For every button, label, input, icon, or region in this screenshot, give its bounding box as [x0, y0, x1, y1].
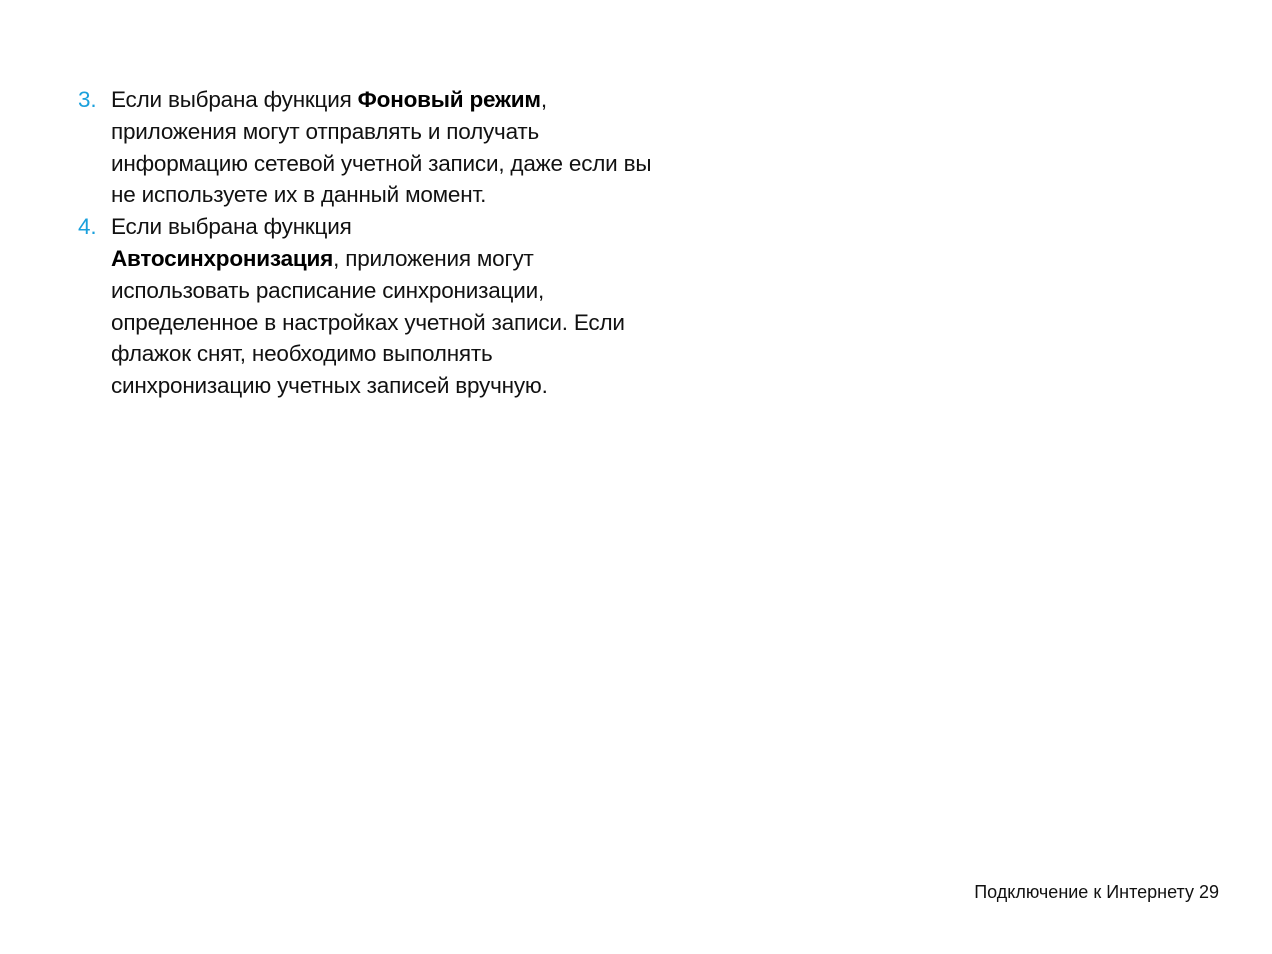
- step-number: 3.: [78, 87, 97, 112]
- step-text-description: , приложения могут отправлять и получать информацию сетевой учетной записи, даже если вы не используете их в данный момент.: [111, 87, 652, 208]
- option-name-auto-sync: Автосинхронизация: [111, 245, 334, 271]
- page-footer: [974, 880, 1219, 904]
- step-text-intro: Если выбрана функция: [111, 87, 358, 112]
- step-text: [111, 84, 658, 211]
- step-text-intro: Если выбрана функция: [111, 214, 352, 240]
- step-number: 4.: [78, 214, 97, 240]
- steps-list: [78, 84, 658, 402]
- footer-section-title: Подключение к Интернету: [974, 882, 1194, 902]
- option-name-background-mode: Фоновый режим: [357, 87, 541, 112]
- step-3: [78, 84, 658, 211]
- page-number: 29: [1198, 882, 1219, 902]
- step-text-description: , приложения могут использовать расписание синхронизации, определенное в настройках учетной записи. Если флажок снят, необходимо выполнять синхронизацию учетных записей вручную.: [111, 245, 625, 399]
- step-4: [78, 211, 658, 402]
- step-text: [111, 211, 658, 402]
